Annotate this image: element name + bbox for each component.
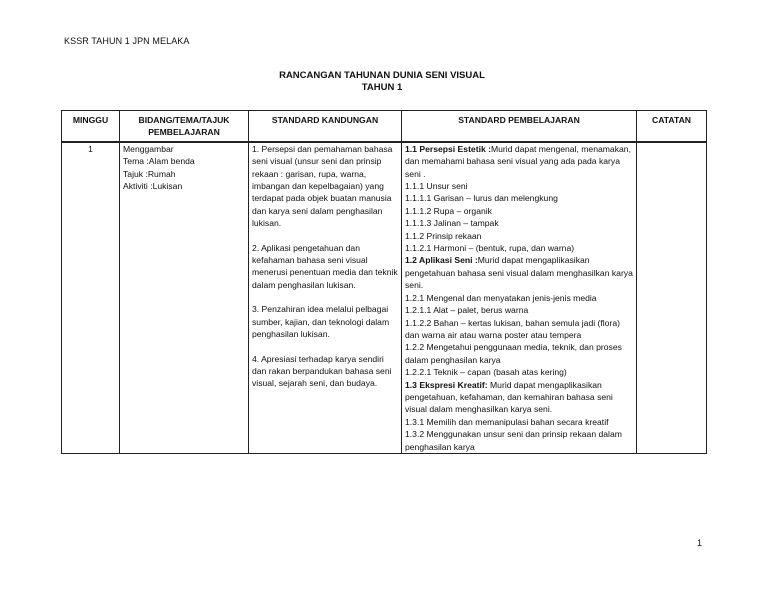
pembelajaran-item: 1.3 Ekspresi Kreatif: Murid dapat mengaplikasikan pengetahuan, kefahaman, dan kemahiran bahasa seni visual dalam menghasilkan karya seni. xyxy=(405,379,613,415)
cell-minggu: 1 xyxy=(62,142,120,454)
header-standard-kandungan: STANDARD KANDUNGAN xyxy=(249,111,402,142)
bidang-line: Menggambar xyxy=(123,143,174,154)
table-header-row xyxy=(62,111,707,142)
page-number: 1 xyxy=(696,538,702,548)
pembelajaran-item: 1.1.1.3 Jalinan – tampak xyxy=(405,218,499,229)
pembelajaran-item: 1.2 Aplikasi Seni :Murid dapat mengaplikasikan pengetahuan bahasa seni visual dalam menghasilkan karya seni. xyxy=(405,255,633,291)
pembelajaran-item: 1.1.2.1 Harmoni – (bentuk, rupa, dan warna) xyxy=(405,243,575,254)
pembelajaran-item: 1.1.2.2 Bahan – kertas lukisan, bahan semula jadi (flora) dan warna air atau warna poster atau tempera xyxy=(405,317,620,340)
cell-standard-kandungan xyxy=(249,142,402,454)
header-bidang: BIDANG/TEMA/TAJUK PEMBELAJARAN xyxy=(120,111,249,142)
pembelajaran-item: 1.1.1.2 Rupa – organik xyxy=(405,205,492,216)
kandungan-item: 3. Penzahiran idea melalui pelbagai sumber, kajian, dan teknologi dalam penghasilan lukisan. xyxy=(252,304,390,340)
kandungan-item: 1. Persepsi dan pemahaman bahasa seni visual (unsur seni dan prinsip rekaan : garisan, rupa, warna, imbangan dan kepelbagaian) yang terdapat pada objek buatan manusia dan karya seni dalam penghasilan lukisan. xyxy=(252,143,393,229)
pembelajaran-item: 1.1.1 Unsur seni xyxy=(405,181,468,192)
bidang-line: Aktiviti :Lukisan xyxy=(123,181,183,192)
table-row xyxy=(62,142,707,454)
pembelajaran-item: 1.2.1.1 Alat – palet, berus warna xyxy=(405,305,529,316)
yearly-plan-table xyxy=(61,110,707,454)
pembelajaran-item: 1.2.1 Mengenal dan menyatakan jenis-jenis media xyxy=(405,292,597,303)
cell-catatan xyxy=(637,142,707,454)
document-header: KSSR TAHUN 1 JPN MELAKA xyxy=(64,36,190,46)
pembelajaran-item: 1.1.1.1 Garisan – lurus dan melengkung xyxy=(405,193,558,204)
cell-standard-pembelajaran xyxy=(402,142,637,454)
pembelajaran-item: 1.3.1 Memilih dan memanipulasi bahan secara kreatif xyxy=(405,416,609,427)
kandungan-item: 2. Aplikasi pengetahuan dan kefahaman bahasa seni visual menerusi penentuan media dan teknik dalam penghasilan lukisan. xyxy=(252,242,398,290)
header-minggu: MINGGU xyxy=(62,111,120,142)
document-title xyxy=(0,70,768,94)
header-catatan: CATATAN xyxy=(637,111,707,142)
pembelajaran-item: 1.2.2.1 Teknik – capan (basah atas kering) xyxy=(405,367,567,378)
pembelajaran-item: 1.2.2 Mengetahui penggunaan media, teknik, dan proses dalam penghasilan karya xyxy=(405,342,622,365)
cell-bidang xyxy=(120,142,249,454)
bidang-line: Tema :Alam benda xyxy=(123,156,195,167)
title-line-2: TAHUN 1 xyxy=(361,82,403,93)
pembelajaran-item: 1.3.2 Menggunakan unsur seni dan prinsip rekaan dalam penghasilan karya xyxy=(405,429,622,452)
header-standard-pembelajaran: STANDARD PEMBELAJARAN xyxy=(402,111,637,142)
kandungan-item: 4. Apresiasi terhadap karya sendiri dan rakan berpandukan bahasa seni visual, sejarah seni, dan budaya. xyxy=(252,353,392,389)
title-line-1: RANCANGAN TAHUNAN DUNIA SENI VISUAL xyxy=(279,70,485,81)
pembelajaran-item: 1.1.2 Prinsip rekaan xyxy=(405,230,482,241)
pembelajaran-item: 1.1 Persepsi Estetik :Murid dapat mengenal, menamakan, dan memahami bahasa seni visual yang ada pada karya seni . xyxy=(405,143,631,179)
bidang-line: Tajuk :Rumah xyxy=(123,168,176,179)
